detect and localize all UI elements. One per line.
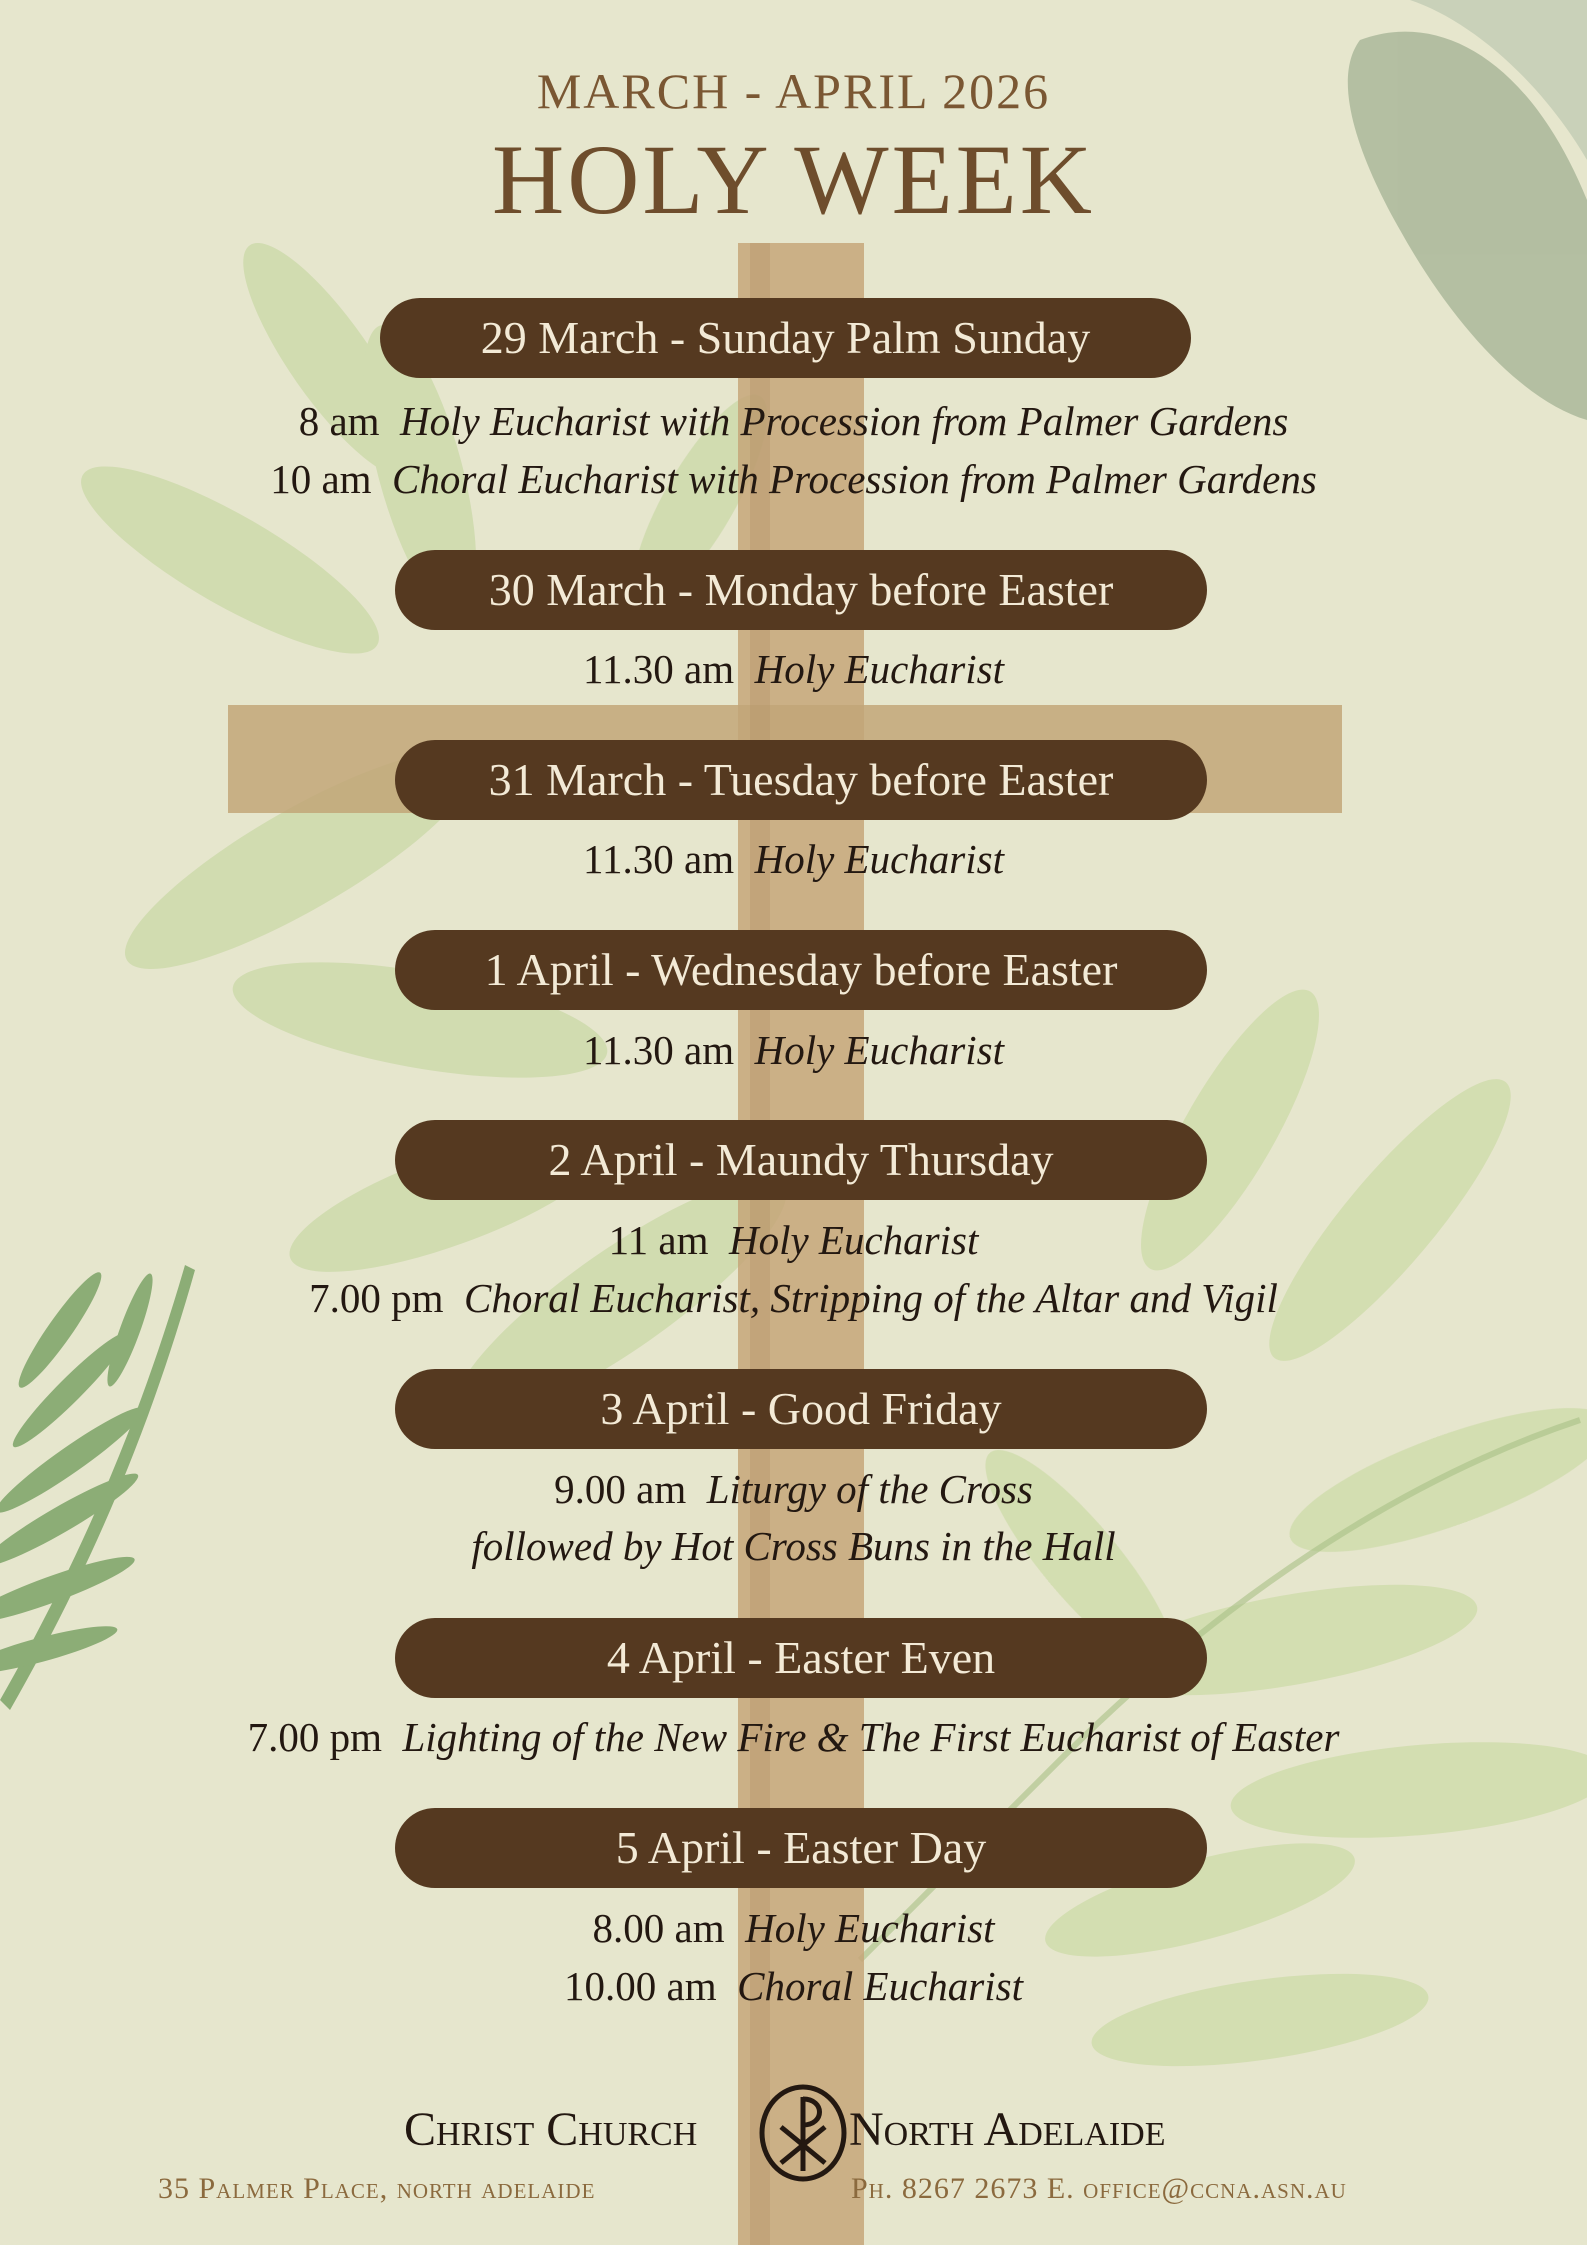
service-name: followed by Hot Cross Buns in the Hall bbox=[471, 1523, 1116, 1569]
service-name: Lighting of the New Fire & The First Eucharist of Easter bbox=[402, 1714, 1340, 1760]
church-name-left: Christ Church bbox=[404, 2103, 698, 2156]
service-name: Choral Eucharist, Stripping of the Altar and Vigil bbox=[463, 1275, 1278, 1321]
service-time: 11.30 am bbox=[583, 646, 735, 692]
day-heading: 2 April - Maundy Thursday bbox=[395, 1120, 1207, 1200]
service-name: Holy Eucharist bbox=[754, 1027, 1004, 1073]
service-line bbox=[0, 1709, 1587, 1765]
service-time: 8 am bbox=[298, 398, 380, 444]
day-heading: 1 April - Wednesday before Easter bbox=[395, 930, 1207, 1010]
service-time: 8.00 am bbox=[592, 1905, 725, 1951]
page-title: HOLY WEEK bbox=[492, 124, 1095, 235]
service-line bbox=[0, 1518, 1587, 1574]
day-heading: 29 March - Sunday Palm Sunday bbox=[380, 298, 1191, 378]
day-heading: 5 April - Easter Day bbox=[395, 1808, 1207, 1888]
service-name: Choral Eucharist with Procession from Palmer Gardens bbox=[392, 456, 1317, 502]
service-name: Holy Eucharist bbox=[728, 1217, 979, 1263]
day-heading: 30 March - Monday before Easter bbox=[395, 550, 1207, 630]
service-name: Holy Eucharist bbox=[754, 646, 1004, 692]
service-line bbox=[0, 1461, 1587, 1517]
service-line bbox=[0, 451, 1587, 507]
day-heading: 31 March - Tuesday before Easter bbox=[395, 740, 1207, 820]
service-name: Holy Eucharist bbox=[745, 1905, 995, 1951]
service-time: 10 am bbox=[270, 456, 372, 502]
service-time: 7.00 pm bbox=[309, 1275, 444, 1321]
service-line bbox=[0, 1212, 1587, 1268]
service-time: 7.00 pm bbox=[247, 1714, 382, 1760]
service-line bbox=[0, 1022, 1587, 1078]
service-line bbox=[0, 393, 1587, 449]
chi-rho-icon bbox=[757, 2083, 849, 2183]
service-time: 11.30 am bbox=[583, 1027, 735, 1073]
church-contact: Ph. 8267 2673 E. office@ccna.asn.au bbox=[851, 2172, 1347, 2205]
service-name: Holy Eucharist bbox=[754, 836, 1004, 882]
header-subtitle: MARCH - APRIL 2026 bbox=[536, 63, 1051, 119]
day-heading: 3 April - Good Friday bbox=[395, 1369, 1207, 1449]
service-line bbox=[0, 1958, 1587, 2014]
church-name-right: North Adelaide bbox=[849, 2103, 1166, 2156]
service-time: 9.00 am bbox=[554, 1466, 687, 1512]
service-time: 11.30 am bbox=[583, 836, 735, 882]
service-name: Liturgy of the Cross bbox=[706, 1466, 1033, 1512]
service-line bbox=[0, 1900, 1587, 1956]
day-heading: 4 April - Easter Even bbox=[395, 1618, 1207, 1698]
church-address: 35 Palmer Place, north adelaide bbox=[158, 2172, 596, 2205]
service-time: 11 am bbox=[608, 1217, 709, 1263]
service-line bbox=[0, 1270, 1587, 1326]
service-name: Choral Eucharist bbox=[737, 1963, 1023, 2009]
service-line bbox=[0, 641, 1587, 697]
service-time: 10.00 am bbox=[564, 1963, 717, 2009]
service-line bbox=[0, 831, 1587, 887]
service-name: Holy Eucharist with Procession from Palmer Gardens bbox=[400, 398, 1289, 444]
